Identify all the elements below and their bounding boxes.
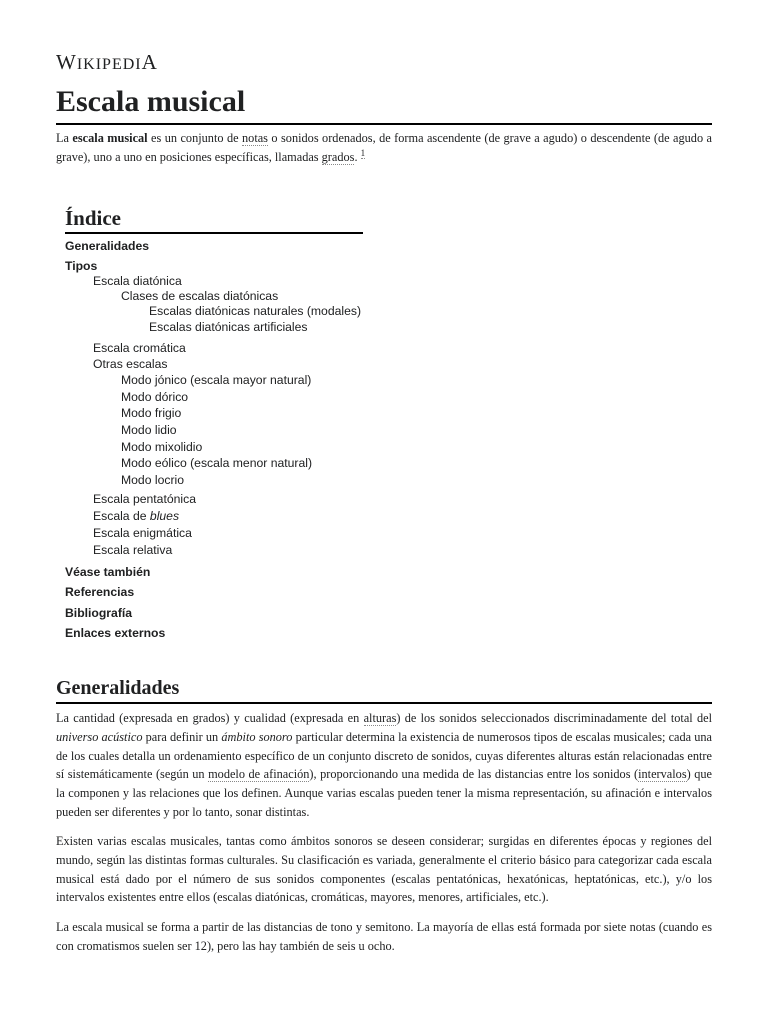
wordmark-tail: A [141, 50, 158, 74]
toc-item[interactable] [93, 525, 192, 541]
link-notas[interactable]: notas [242, 131, 268, 145]
toc-item[interactable] [93, 273, 182, 289]
toc-item[interactable] [65, 625, 165, 641]
wordmark-rest: IKIPEDI [76, 56, 142, 73]
toc-item-label: Modo frigio [121, 406, 182, 420]
toc-item[interactable] [149, 319, 308, 335]
intro-text: es un conjunto de [147, 131, 243, 145]
toc-item-label: Bibliografía [65, 606, 133, 620]
toc-item[interactable] [121, 455, 312, 471]
toc-item-label: Escala diatónica [93, 274, 182, 288]
toc-item[interactable] [93, 356, 168, 372]
link-modelo-de-afinacion[interactable]: modelo de afinación [208, 767, 310, 782]
toc-item-label: Modo dórico [121, 390, 189, 404]
intro-text: . [354, 150, 361, 164]
paragraph-text: particular determina la existencia de numerosos tipos de escalas musicales; cada una de los cuales detalla un ordenamiento específico de un conjunto discreto de sonidos, cuyas diferentes alturas están relacionadas entre sí sistemáticamente (según un [56, 729, 713, 782]
toc-item[interactable] [65, 605, 132, 621]
toc-item[interactable] [149, 303, 361, 319]
toc-item-italic: blues [149, 509, 180, 523]
toc-item[interactable] [121, 372, 311, 388]
toc-item-label: Escala pentatónica [93, 492, 196, 506]
toc-item-label: Tipos [65, 259, 98, 273]
link-alturas[interactable]: alturas [363, 711, 397, 725]
toc-item-label: Modo locrio [121, 473, 184, 487]
intro-text: o sonidos ordenados, de forma ascendente (de grave a agudo) o descendente (de agudo a grave), uno a uno en posiciones específicas, llamadas [56, 131, 712, 164]
toc-item-label: Escala relativa [93, 543, 173, 557]
wordmark-lead: W [56, 50, 77, 74]
toc-heading: Índice [65, 204, 363, 234]
link-intervalos[interactable]: intervalos [638, 767, 687, 782]
section-paragraph-2: Existen varias escalas musicales, tantas como ámbitos sonoros se deseen considerar; surgidas en diferentes épocas y regiones del mundo, según las distintas formas culturales. Su clasificación es variada, generalmente el criterio básico para categorizar cada escala musical está dado por el número de sus sonidos componentes (escalas pentatónicas, hexatónicas, heptatónicas, etc.), y/o los intervalos existentes entre ellos (escalas diatónicas, cromáticas, mayores, menores, artificiales, etc.). [56, 834, 712, 905]
paragraph-text: ) que la componen y las relaciones que los definen. Aunque varias escalas pueden tener la misma representación, su afinación e intervalos pueden ser diferentes y por lo tanto, sonar distintas. [56, 767, 712, 819]
toc-item-label: Escala cromática [93, 341, 186, 355]
intro-bold-term: escala musical [72, 131, 148, 145]
toc-item[interactable] [65, 238, 149, 254]
article-intro [56, 129, 712, 167]
toc-item-label: Modo jónico (escala mayor natural) [121, 373, 312, 387]
toc-item[interactable] [93, 491, 196, 507]
link-grados[interactable]: grados [321, 150, 355, 164]
wikipedia-wordmark[interactable] [56, 50, 158, 75]
section-title: Generalidades [56, 676, 712, 704]
toc-item-label: Enlaces externos [65, 626, 166, 640]
table-of-contents [65, 204, 363, 640]
toc-item-label: Escala enigmática [93, 526, 192, 540]
toc-item[interactable] [93, 542, 172, 558]
section-paragraph-1 [56, 709, 712, 822]
toc-item[interactable] [65, 564, 150, 580]
toc-item-label: Modo lidio [121, 423, 177, 437]
toc-item[interactable] [121, 405, 181, 421]
toc-item-label: Escalas diatónicas artificiales [149, 320, 308, 334]
toc-item[interactable] [93, 340, 186, 356]
toc-item-label: Modo mixolidio [121, 440, 203, 454]
toc-item-label: Escala de [93, 509, 150, 523]
toc-item[interactable] [65, 584, 134, 600]
toc-item-label: Referencias [65, 585, 135, 599]
paragraph-italic: universo acústico [56, 729, 143, 744]
toc-item[interactable] [121, 389, 188, 405]
toc-item-label: Modo eólico (escala menor natural) [121, 456, 313, 470]
toc-item-label: Generalidades [65, 239, 149, 253]
toc-item[interactable] [121, 439, 202, 455]
toc-item[interactable] [65, 258, 97, 274]
paragraph-text: para definir un [142, 729, 222, 744]
toc-item[interactable] [121, 288, 278, 304]
toc-item-label: Clases de escalas diatónicas [121, 289, 279, 303]
toc-item-label: Escalas diatónicas naturales (modales) [149, 304, 362, 318]
toc-item-label: Otras escalas [93, 357, 168, 371]
toc-item[interactable] [93, 508, 179, 524]
section-paragraph-3: La escala musical se forma a partir de las distancias de tono y semitono. La mayoría de ellas está formada por siete notas (cuando es con cromatismos suelen ser 12), pero las hay también de seis u ocho. [56, 920, 712, 953]
paragraph-italic: ámbito sonoro [221, 729, 293, 744]
article-title: Escala musical [56, 84, 712, 125]
paragraph-text: ), proporcionando una medida de las distancias entre los sonidos ( [309, 767, 639, 782]
toc-item[interactable] [121, 422, 177, 438]
toc-item[interactable] [121, 472, 184, 488]
paragraph-text: La cantidad (expresada en grados) y cualidad (expresada en [56, 711, 364, 725]
intro-text: La [56, 131, 73, 145]
reference-link[interactable]: 1 [360, 147, 366, 158]
toc-item-label: Véase también [65, 565, 151, 579]
paragraph-text: ) de los sonidos seleccionados discriminadamente del total del [396, 711, 713, 725]
